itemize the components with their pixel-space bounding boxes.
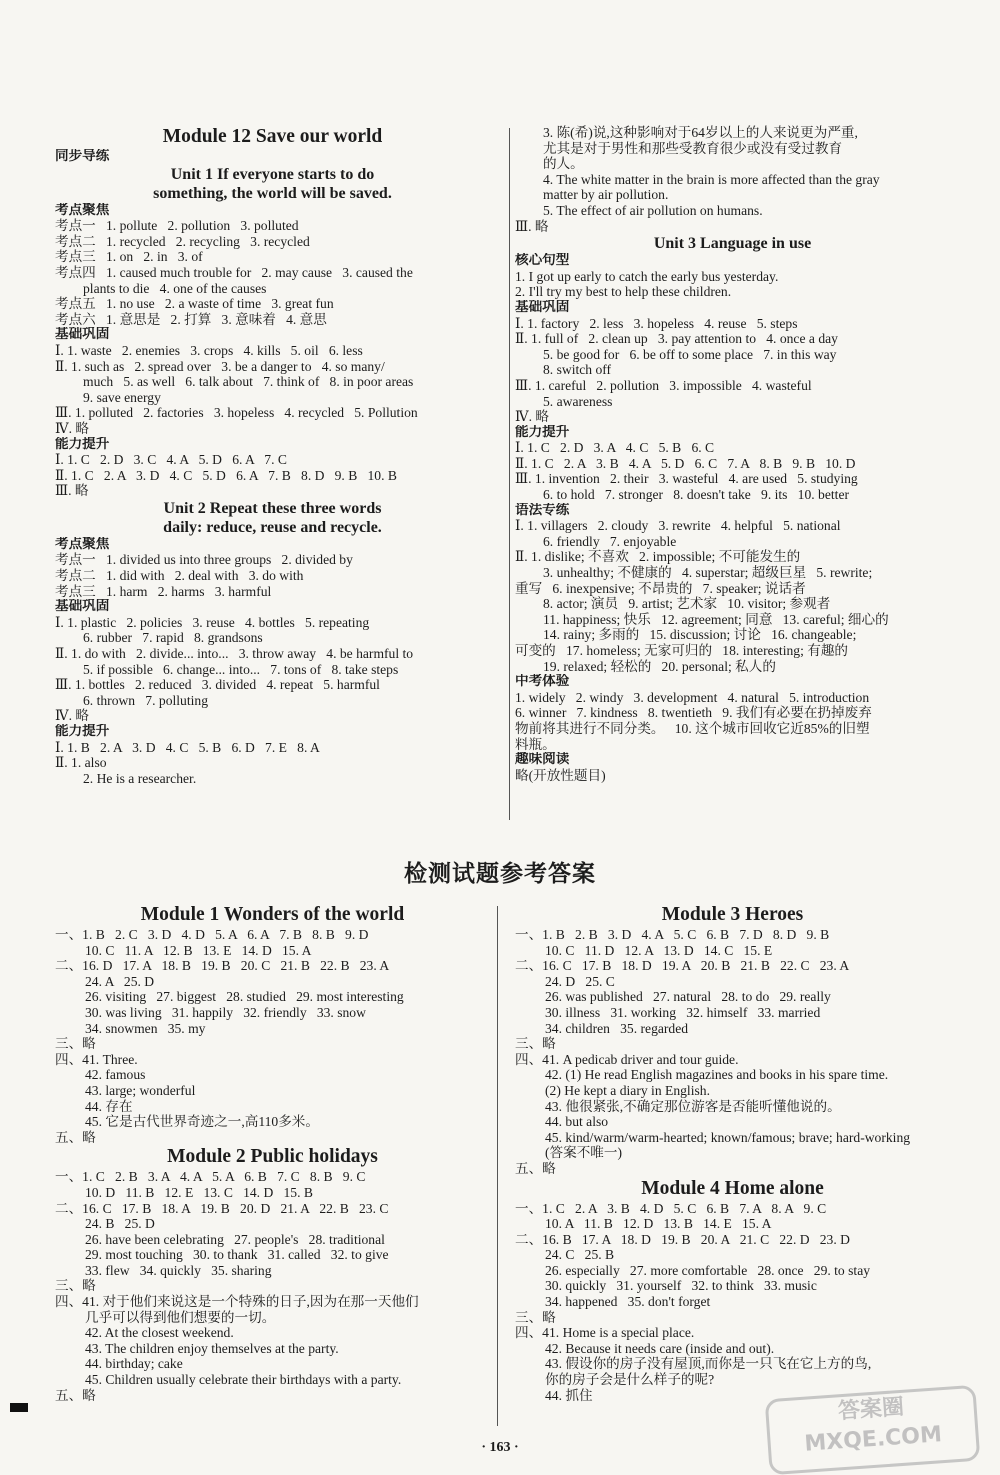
answer-line: 你的房子会是什么样子的呢? <box>545 1372 715 1388</box>
answer-line: 考点二 1. recycled 2. recycling 3. recycled <box>55 233 310 249</box>
answer-line: 6. thrown 7. polluting <box>83 692 208 708</box>
answer-line: Ⅲ. 1. bottles 2. reduced 3. divided 4. repeat 5. harmful <box>55 677 380 693</box>
answer-line: 一、1. B 2. C 3. D 4. D 5. A 6. A 7. B 8. B 9. D <box>55 927 369 942</box>
answer-line: 33. flew 34. quickly 35. sharing <box>85 1262 272 1278</box>
answer-line: 24. D 25. C <box>545 973 615 989</box>
answer-line: Ⅳ. 略 <box>515 409 549 425</box>
answer-line: 45. Children usually celebrate their birthdays with a party. <box>85 1372 402 1388</box>
section-label: 考点聚焦 <box>55 202 110 218</box>
heading: Module 12 Save our world <box>162 126 383 147</box>
answer-line: 6. rubber 7. rapid 8. grandsons <box>83 630 263 646</box>
answer-line: 6. friendly 7. enjoyable <box>543 533 677 549</box>
answer-line: 二、16. D 17. A 18. B 19. B 20. C 21. B 22. B 23. A <box>55 958 390 974</box>
answer-line: 26. have been celebrating 27. people's 28. traditional <box>85 1231 385 1247</box>
answer-line: 四、41. Home is a special place. <box>515 1325 695 1341</box>
answer-line: Ⅱ. 1. dislike; 不喜欢 2. impossible; 不可能发生的 <box>515 549 801 565</box>
section-label: 语法专练 <box>515 502 570 518</box>
answer-line: 11. happiness; 快乐 12. agreement; 同意 13. careful; 细心的 <box>543 611 889 627</box>
column-divider-top <box>509 128 510 820</box>
answer-line: 8. switch off <box>543 362 612 378</box>
answer-line: Ⅱ. 1. such as 2. spread over 3. be a danger to 4. so many/ <box>55 358 385 374</box>
answer-line: 6. winner 7. kindness 8. twentieth 9. 我们有必要在扔掉废弃 <box>515 705 872 721</box>
answer-line: 三、略 <box>55 1036 96 1052</box>
answer-line: 3. unhealthy; 不健康的 4. superstar; 超级巨星 5. rewrite; <box>543 565 873 581</box>
answer-line: 30. quickly 31. yourself 32. to think 33. music <box>545 1278 817 1294</box>
test-answers-left-column <box>55 903 490 1403</box>
answer-line: Ⅱ. 1. full of 2. clean up 3. pay attention to 4. once a day <box>515 331 838 347</box>
answer-line: 29. most touching 30. to thank 31. called 32. to give <box>85 1247 389 1263</box>
answer-line: 9. save energy <box>83 389 161 405</box>
answer-line: 可变的 17. homeless; 无家可归的 18. interesting; 有趣的 <box>515 643 849 658</box>
answer-line: 四、41. Three. <box>55 1051 138 1067</box>
section-label: 能力提升 <box>515 424 570 440</box>
answer-line: 5. awareness <box>543 393 613 409</box>
answer-line: 4. The white matter in the brain is more affected than the gray <box>543 171 880 187</box>
answer-line: 42. Because it needs care (inside and out). <box>545 1340 775 1356</box>
answer-line: 19. relaxed; 轻松的 20. personal; 私人的 <box>543 658 776 674</box>
answer-line: 24. B 25. D <box>85 1216 155 1232</box>
answer-line: 2. He is a researcher. <box>83 770 197 786</box>
answer-line: 44. but also <box>545 1114 609 1130</box>
answer-line: 43. The children enjoy themselves at the party. <box>85 1340 339 1356</box>
answer-line: Ⅲ. 1. polluted 2. factories 3. hopeless 4. recycled 5. Pollution <box>55 405 418 421</box>
answer-line: matter by air pollution. <box>543 187 669 203</box>
test-answers-right-column <box>515 903 950 1403</box>
answer-line: 四、41. 对于他们来说这是一个特殊的日子,因为在那一天他们 <box>55 1294 419 1310</box>
answer-line: 考点六 1. 意思是 2. 打算 3. 意味着 4. 意思 <box>55 311 327 327</box>
site-watermark-logo <box>765 1385 981 1475</box>
answer-line: 三、略 <box>515 1036 556 1052</box>
page-number: · 163 · <box>481 1440 519 1455</box>
answer-line: Ⅱ. 1. do with 2. divide... into... 3. throw away 4. be harmful to <box>55 646 414 662</box>
answer-line: 24. C 25. B <box>545 1247 615 1263</box>
answer-line: 24. A 25. D <box>85 973 155 989</box>
answer-line: 考点一 1. pollute 2. pollution 3. polluted <box>55 218 299 234</box>
heading: something, the world will be saved. <box>153 184 392 202</box>
answer-line: 26. was published 27. natural 28. to do 29. really <box>545 989 831 1005</box>
heading: Unit 3 Language in use <box>653 235 812 253</box>
answer-line: Ⅳ. 略 <box>55 420 89 436</box>
answer-line: 考点四 1. caused much trouble for 2. may cause 3. caused the <box>55 264 413 280</box>
answer-line: much 5. as well 6. talk about 7. think of 8. in poor areas <box>83 374 414 390</box>
answer-line: 1. widely 2. windy 3. development 4. natural 5. introduction <box>515 689 870 705</box>
answer-line: Ⅰ. 1. B 2. A 3. D 4. C 5. B 6. D 7. E 8. A <box>55 739 320 755</box>
answer-line: Ⅰ. 1. plastic 2. policies 3. reuse 4. bottles 5. repeating <box>55 614 370 630</box>
answer-line: 8. actor; 演员 9. artist; 艺术家 10. visitor; 参观者 <box>543 596 831 612</box>
answer-line: 考点三 1. harm 2. harms 3. harmful <box>55 583 272 599</box>
answer-line: 几乎可以得到他们想要的一切。 <box>85 1309 276 1325</box>
answer-line: 34. children 35. regarded <box>545 1020 689 1036</box>
section-label: 考点聚焦 <box>55 536 110 552</box>
answer-line: 料瓶。 <box>515 736 556 752</box>
answer-line: 物前将其进行不同分类。 10. 这个城市回收它近85%的旧塑 <box>515 720 870 736</box>
answer-line: 14. rainy; 多雨的 15. discussion; 讨论 16. changeable; <box>543 627 857 643</box>
answer-line: 44. 抓住 <box>545 1387 593 1403</box>
answer-line: Ⅳ. 略 <box>55 708 89 724</box>
answer-line: 44. birthday; cake <box>85 1356 183 1372</box>
answer-line: Ⅰ. 1. C 2. D 3. A 4. C 5. B 6. C <box>515 440 715 456</box>
answer-line: 一、1. C 2. A 3. B 4. D 5. C 6. B 7. A 8. A 9. C <box>515 1200 827 1216</box>
answer-line: 二、16. B 17. A 18. D 19. B 20. A 21. C 22. D 23. D <box>515 1231 850 1247</box>
answer-line: 尤其是对于男性和那些受教育很少或没有受过教育 <box>543 140 843 156</box>
answer-line: Ⅲ. 略 <box>515 218 549 234</box>
module12-right-column <box>515 125 950 783</box>
answer-line: 26. visiting 27. biggest 28. studied 29. most interesting <box>85 989 404 1005</box>
page-edge-mark <box>10 1403 28 1412</box>
answer-line: (2) He kept a diary in English. <box>545 1082 710 1098</box>
answer-line: 42. At the closest weekend. <box>85 1325 234 1341</box>
answer-line: Ⅰ. 1. factory 2. less 3. hopeless 4. reuse 5. steps <box>515 315 798 331</box>
answer-line: Ⅱ. 1. also <box>55 755 107 771</box>
section-label: 基础巩固 <box>55 327 110 343</box>
answer-line: Ⅰ. 1. waste 2. enemies 3. crops 4. kills 5. oil 6. less <box>55 342 363 358</box>
section-label: 基础巩固 <box>55 599 110 615</box>
answer-line: 30. was living 31. happily 32. friendly 33. snow <box>85 1004 366 1020</box>
section-title: 检测试题参考答案 <box>404 861 596 887</box>
heading: Unit 1 If everyone starts to do <box>170 165 375 183</box>
answer-line: 42. famous <box>85 1067 146 1083</box>
answer-line: 四、41. A pedicab driver and tour guide. <box>515 1051 739 1067</box>
answer-line: 2. I'll try my best to help these children. <box>515 284 732 300</box>
answer-line: Ⅲ. 1. invention 2. their 3. wasteful 4. are used 5. studying <box>515 471 858 487</box>
answer-line: 34. happened 35. don't forget <box>545 1294 711 1310</box>
section-label: 趣味阅读 <box>515 752 570 768</box>
answer-line: Ⅱ. 1. C 2. A 3. D 4. C 5. D 6. A 7. B 8. D 9. B 10. B <box>55 467 397 483</box>
answer-line: 10. D 11. B 12. E 13. C 14. D 15. B <box>85 1184 313 1200</box>
answer-line: Ⅲ. 略 <box>55 483 89 499</box>
answer-line: 43. 他很紧张,不确定那位游客是否能听懂他说的。 <box>545 1098 841 1114</box>
answer-line: 5. be good for 6. be off to some place 7. in this way <box>543 346 837 362</box>
watermark-line-1: 答案圈 <box>837 1394 905 1425</box>
heading: Module 2 Public holidays <box>167 1146 378 1168</box>
answer-line: 43. large; wonderful <box>85 1082 196 1098</box>
answer-line: 34. snowmen 35. my <box>85 1020 206 1036</box>
module12-left-column <box>55 125 490 786</box>
answer-line: plants to die 4. one of the causes <box>83 280 267 296</box>
heading: daily: reduce, reuse and recycle. <box>163 518 382 536</box>
answer-line: 45. kind/warm/warm-hearted; known/famous; brave; hard-working <box>545 1129 911 1145</box>
section-label: 中考体验 <box>515 674 570 690</box>
answer-line: Ⅰ. 1. C 2. D 3. C 4. A 5. D 6. A 7. C <box>55 452 287 468</box>
heading: Unit 2 Repeat these three words <box>163 499 382 517</box>
answer-line: 一、1. B 2. B 3. D 4. A 5. C 6. B 7. D 8. D 9. B <box>515 927 830 942</box>
column-divider-bottom <box>497 906 498 1426</box>
section-label: 能力提升 <box>55 436 110 452</box>
answer-line: 考点一 1. divided us into three groups 2. divided by <box>55 552 353 568</box>
answer-line: 10. A 11. B 12. D 13. B 14. E 15. A <box>545 1216 772 1232</box>
answer-line: 42. (1) He read English magazines and books in his spare time. <box>545 1067 889 1083</box>
answer-line: 10. C 11. D 12. A 13. D 14. C 15. E <box>545 942 773 958</box>
heading: Module 1 Wonders of the world <box>140 904 405 925</box>
answer-line: 5. The effect of air pollution on humans. <box>543 202 763 218</box>
answer-line: 6. to hold 7. stronger 8. doesn't take 9. its 10. better <box>543 487 849 503</box>
answer-line: 43. 假设你的房子没有屋顶,而你是一只飞在它上方的鸟, <box>545 1356 872 1372</box>
answer-line: 三、略 <box>55 1278 96 1294</box>
answer-line: 二、16. C 17. B 18. A 19. B 20. D 21. A 22. B 23. C <box>55 1200 389 1216</box>
answer-line: 五、略 <box>515 1160 556 1176</box>
answer-line: 五、略 <box>55 1129 96 1145</box>
answer-line: 略(开放性题目) <box>515 767 606 783</box>
section-label: 同步导练 <box>55 149 110 164</box>
section-label: 基础巩固 <box>515 299 570 315</box>
answer-line: 1. I got up early to catch the early bus yesterday. <box>515 268 779 284</box>
answer-line: 30. illness 31. working 32. himself 33. married <box>545 1004 821 1020</box>
answer-line: 的人。 <box>543 156 584 172</box>
answer-line: 26. especially 27. more comfortable 28. once 29. to stay <box>545 1262 871 1278</box>
answer-line: (答案不唯一) <box>545 1145 623 1161</box>
answer-line: Ⅰ. 1. villagers 2. cloudy 3. rewrite 4. helpful 5. national <box>515 518 841 534</box>
answer-line: 10. C 11. A 12. B 13. E 14. D 15. A <box>85 942 312 958</box>
answer-line: 五、略 <box>55 1387 96 1403</box>
answer-line: 45. 它是古代世界奇迹之一,高110多米。 <box>85 1114 319 1130</box>
answer-line: 考点三 1. on 2. in 3. of <box>55 249 203 265</box>
section-label: 能力提升 <box>55 724 110 739</box>
answer-line: 一、1. C 2. B 3. A 4. A 5. A 6. B 7. C 8. B 9. C <box>55 1169 366 1185</box>
answer-line: 重写 6. inexpensive; 不昂贵的 7. speaker; 说话者 <box>515 580 806 596</box>
heading: Module 4 Home alone <box>641 1177 824 1199</box>
answer-line: 考点二 1. did with 2. deal with 3. do with <box>55 568 304 584</box>
answer-line: Ⅲ. 1. careful 2. pollution 3. impossible 4. wasteful <box>515 377 812 393</box>
answer-line: 44. 存在 <box>85 1098 133 1114</box>
heading: Module 3 Heroes <box>661 904 804 925</box>
watermark-line-2: MXQE.COM <box>803 1422 943 1457</box>
section-label: 核心句型 <box>515 253 570 269</box>
answer-line: Ⅱ. 1. C 2. A 3. B 4. A 5. D 6. C 7. A 8. B 9. B 10. D <box>515 455 856 471</box>
answer-line: 三、略 <box>515 1309 556 1325</box>
answer-line: 5. if possible 6. change... into... 7. tons of 8. take steps <box>83 661 399 677</box>
answer-line: 考点五 1. no use 2. a waste of time 3. great fun <box>55 296 334 312</box>
answer-line: 3. 陈(希)说,这种影响对于64岁以上的人来说更为严重, <box>543 125 858 140</box>
answer-line: 二、16. C 17. B 18. D 19. A 20. B 21. B 22. C 23. A <box>515 958 850 974</box>
